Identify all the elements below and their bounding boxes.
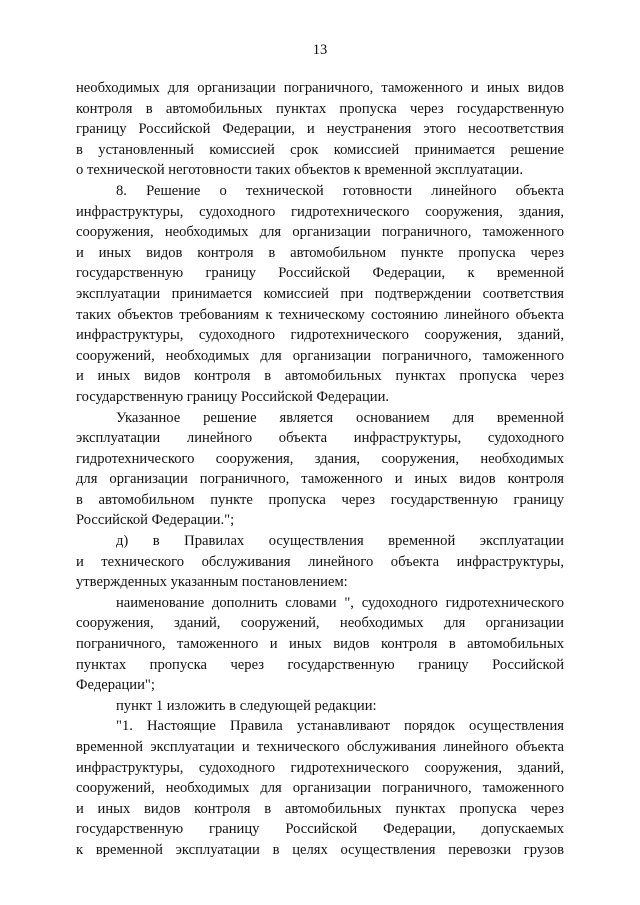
text-line: сооружений, необходимых для организации пограничного, таможенного (76, 780, 564, 797)
text-line: и технического обслуживания линейного объекта инфраструктуры, (76, 553, 564, 570)
text-line: о технической неготовности таких объектов к временной эксплуатации. (76, 162, 524, 179)
text-line: государственную границу Российской Федерации, допускаемых (76, 821, 564, 838)
text-line: эксплуатации принимается комиссией при подтверждении соответствия (76, 285, 564, 302)
text-line: инфраструктуры, судоходного гидротехнического сооружения, зданий, (76, 759, 564, 776)
text-line: Российской Федерации."; (76, 512, 235, 529)
text-line: "1. Настоящие Правила устанавливают порядок осуществления (116, 718, 564, 735)
text-line: наименование дополнить словами ", судоходного гидротехнического (116, 594, 564, 611)
text-line: сооружений, необходимых для организации пограничного, таможенного (76, 347, 564, 364)
text-line: сооружения, необходимых для организации пограничного, таможенного (76, 224, 564, 241)
text-line: д) в Правилах осуществления временной эксплуатации (116, 533, 564, 550)
text-line: необходимых для организации пограничного, таможенного и иных видов (76, 80, 564, 96)
text-line: пункт 1 изложить в следующей редакции: (116, 697, 377, 714)
text-line: эксплуатации линейного объекта инфраструктуры, судоходного (76, 430, 564, 447)
text-line: к временной эксплуатации в целях осуществления перевозки грузов (76, 841, 564, 858)
text-line: в установленный комиссией срок комиссией принимается решение (76, 141, 564, 158)
text-line: для организации пограничного, таможенного и иных видов контроля (76, 471, 564, 488)
document-body (76, 78, 564, 861)
text-line: государственную границу Российской Федерации. (76, 388, 390, 405)
text-line: и иных видов контроля в автомобильном пункте пропуска через (76, 244, 564, 261)
text-line: пунктах пропуска через государственную границу Российской (76, 656, 564, 673)
text-line: государственную границу Российской Федерации, к временной (76, 265, 564, 282)
text-line: и иных видов контроля в автомобильных пунктах пропуска через (76, 800, 564, 817)
text-line: временной эксплуатации и технического обслуживания линейного объекта (76, 739, 564, 755)
page-number: 13 (312, 42, 328, 58)
text-line: Федерации"; (76, 677, 155, 694)
text-line: инфраструктуры, судоходного гидротехнического сооружения, зданий, (76, 327, 564, 344)
text-line: сооружения, зданий, сооружений, необходимых для организации (76, 615, 564, 632)
text-line: границу Российской Федерации, и неустранения этого несоответствия (76, 121, 564, 138)
text-line: и иных видов контроля в автомобильных пунктах пропуска через (76, 368, 564, 385)
text-line: контроля в автомобильных пунктах пропуска через государственную (76, 100, 564, 117)
text-line: утвержденных указанным постановлением: (76, 574, 348, 591)
text-line: гидротехнического сооружения, здания, сооружения, необходимых (76, 450, 564, 467)
text-line: инфраструктуры, судоходного гидротехнического сооружения, здания, (76, 203, 564, 220)
text-line: таких объектов требованиям к техническому состоянию линейного объекта (76, 306, 564, 323)
text-line: пограничного, таможенного и иных видов контроля в автомобильных (76, 636, 564, 653)
text-line: Указанное решение является основанием для временной (116, 409, 564, 426)
text-line: в автомобильном пункте пропуска через государственную границу (76, 491, 564, 508)
text-line: 8. Решение о технической готовности линейного объекта (116, 182, 564, 199)
